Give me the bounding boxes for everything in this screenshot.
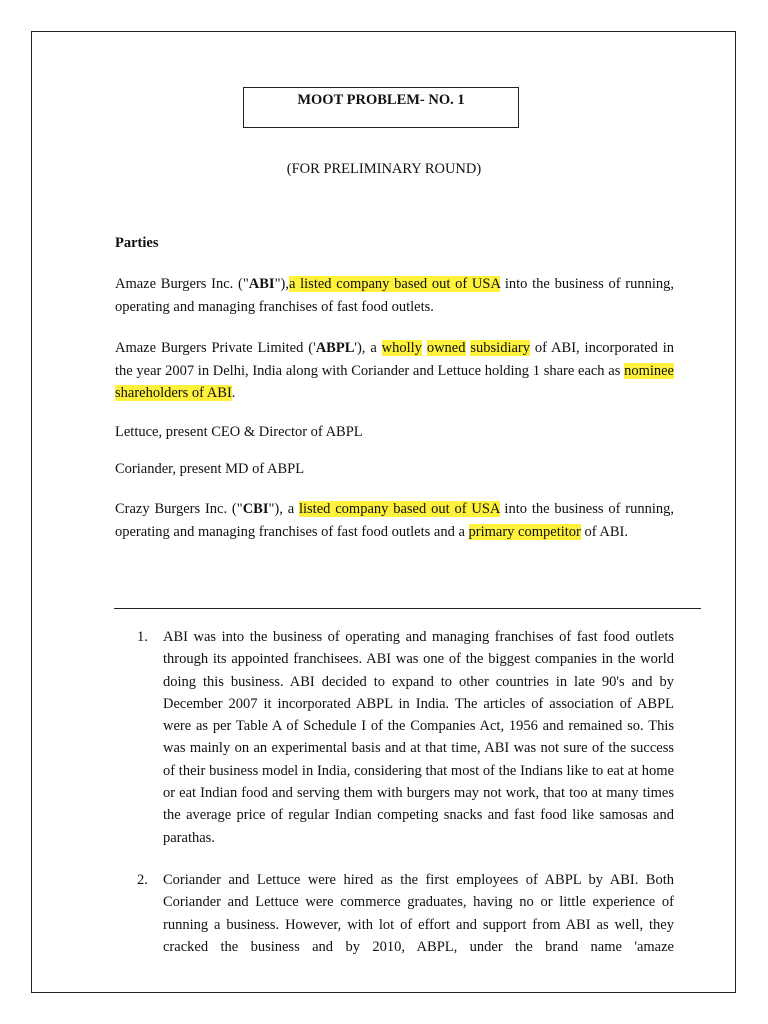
page-title: MOOT PROBLEM- NO. 1 bbox=[297, 92, 465, 108]
parties-heading: Parties bbox=[115, 235, 159, 251]
text-run: "), a bbox=[268, 501, 299, 517]
list-item-text: Coriander and Lettuce were hired as the first employees of ABPL by ABI. Both Coriander and Lettuce were commerce graduates, having no or little experience of running a business. However, with lot of effort and support from ABI as well, they cracked the business and by 2010, ABPL, under the brand name 'amaze bbox=[163, 872, 674, 955]
party-cbi-paragraph bbox=[115, 498, 674, 543]
highlight: a listed company based out of USA bbox=[288, 276, 501, 292]
text-run: '), a bbox=[354, 340, 382, 356]
page-subtitle: (FOR PRELIMINARY ROUND) bbox=[286, 161, 482, 177]
list-item bbox=[137, 869, 674, 958]
text-run: of ABI. bbox=[580, 523, 628, 540]
list-item-text: ABI was into the business of operating and managing franchises of fast food outlets through its appointed franchisees. ABI was one of the biggest companies in the world doing this business. ABI decided to expand to other countries in late 90's and by December 2007 it incorporated ABPL in India. The articles of association of ABPL were as per Table A of Schedule I of the Companies Act, 1956 and remained so. This was mainly on an experimental basis and at that time, ABI was not sure of the success of their business model in India, considering that most of the Indians like to eat at home or eat Indian food and serving them with burgers may not work, that too at many times the average price of regular Indian competing snacks and fast food like samosas and parathas. bbox=[163, 629, 674, 846]
highlight: owned bbox=[426, 340, 466, 356]
text-run: into the business of running, operating and managing franchises of fast food outlets. bbox=[115, 276, 674, 315]
text-run: "), bbox=[274, 276, 289, 292]
party-abpl-paragraph bbox=[115, 337, 674, 405]
highlight: wholly bbox=[381, 340, 422, 356]
list-item bbox=[137, 626, 674, 849]
section-divider bbox=[114, 608, 701, 609]
abpl-abbrev: ABPL bbox=[315, 340, 355, 356]
text-run: into the business of running, operating and managing franchises of fast food outlets and a bbox=[115, 501, 675, 540]
highlight: primary competitor bbox=[468, 523, 581, 540]
text-run: Amaze Burgers Inc. (" bbox=[115, 276, 249, 292]
list-number: 2. bbox=[137, 872, 148, 888]
text-run: Crazy Burgers Inc. (" bbox=[115, 501, 243, 517]
list-number: 1. bbox=[137, 629, 148, 645]
party-coriander: Coriander, present MD of ABPL bbox=[115, 461, 305, 477]
text-run: . bbox=[231, 385, 236, 401]
highlight: nominee shareholders of ABI bbox=[115, 362, 674, 401]
text-run: Amaze Burgers Private Limited (' bbox=[115, 340, 316, 356]
abi-abbrev: ABI bbox=[248, 276, 275, 292]
highlight: listed company based out of USA bbox=[298, 501, 500, 517]
party-lettuce: Lettuce, present CEO & Director of ABPL bbox=[115, 424, 363, 440]
text-run: of ABI, incorporated in the year 2007 in Delhi, India along with Coriander and Lettuce holding 1 share each as bbox=[115, 340, 674, 379]
highlight: subsidiary bbox=[470, 340, 530, 356]
cbi-abbrev: CBI bbox=[242, 501, 269, 517]
party-abi-paragraph bbox=[115, 273, 674, 318]
